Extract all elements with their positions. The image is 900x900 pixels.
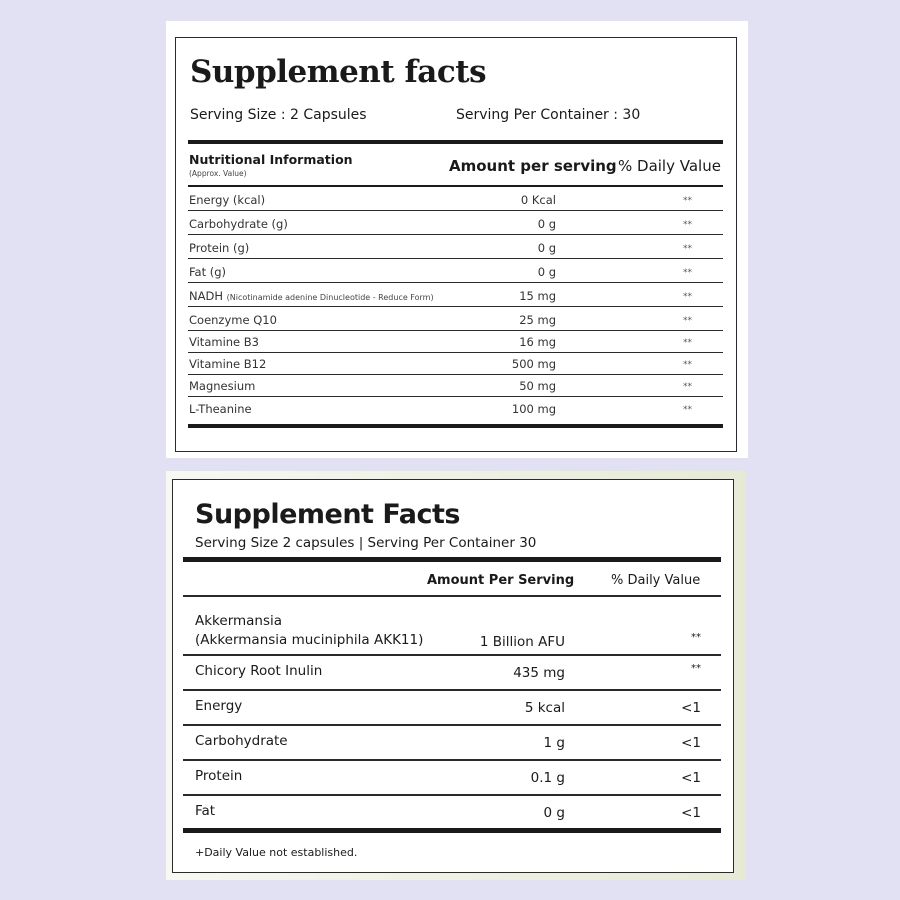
nutrient-amount: 0 g	[537, 217, 556, 231]
servings-per-container: Serving Per Container : 30	[456, 107, 641, 123]
header-divider	[183, 595, 721, 597]
nutrient-daily-value: <1	[681, 805, 701, 821]
nutrient-name: Akkermansia	[195, 613, 283, 629]
column-header-daily-value: % Daily Value	[618, 157, 721, 175]
nutrient-name: Vitamine B3	[189, 335, 259, 349]
nutrient-amount: 16 mg	[519, 335, 556, 349]
nutrient-daily-value: <1	[681, 735, 701, 751]
nutrient-amount: 0 g	[537, 265, 556, 279]
nutrient-name: Magnesium	[189, 379, 256, 393]
table-row	[188, 375, 723, 397]
row-divider	[183, 724, 721, 726]
nutrient-amount: 435 mg	[513, 665, 565, 681]
nutrient-daily-value: **	[691, 663, 701, 674]
nutrient-daily-value: **	[683, 196, 692, 206]
nutrient-name: Energy (kcal)	[189, 193, 266, 207]
nutrient-daily-value: **	[683, 268, 692, 278]
nutrient-amount: 500 mg	[511, 357, 556, 371]
thick-divider	[183, 557, 721, 562]
table-row	[188, 307, 723, 331]
nutrient-name: L-Theanine	[189, 402, 252, 416]
nutrient-name: Carbohydrate	[195, 733, 288, 749]
supplement-facts-label-2	[166, 471, 746, 880]
nutrient-amount: 1 Billion AFU	[479, 634, 565, 650]
nutrient-name-line2: (Akkermansia muciniphila AKK11)	[195, 632, 424, 648]
nutrient-name	[189, 289, 434, 303]
nutrient-amount: 1 g	[543, 735, 565, 751]
label-title: Supplement Facts	[195, 499, 460, 530]
nutrient-amount: 0 g	[543, 805, 565, 821]
table-row	[188, 397, 723, 419]
nutrient-amount: 25 mg	[519, 313, 556, 327]
nutrient-name: Coenzyme Q10	[189, 313, 277, 327]
nutrient-daily-value: **	[691, 632, 701, 643]
nutrient-name: Chicory Root Inulin	[195, 663, 323, 679]
nutrient-daily-value: **	[683, 338, 692, 348]
nutrient-amount: 0.1 g	[530, 770, 565, 786]
nutrient-daily-value: **	[683, 360, 692, 370]
nutrient-amount: 100 mg	[511, 402, 556, 416]
nutrient-amount: 15 mg	[519, 289, 556, 303]
nutrient-daily-value: <1	[681, 770, 701, 786]
thick-divider	[188, 424, 723, 428]
nutrient-name: Protein	[195, 768, 243, 784]
nutrient-daily-value: **	[683, 316, 692, 326]
nutrient-daily-value: **	[683, 220, 692, 230]
column-header-daily-value: % Daily Value	[611, 573, 701, 588]
nutrient-daily-value: **	[683, 244, 692, 254]
row-divider	[183, 794, 721, 796]
row-divider	[183, 759, 721, 761]
nutrient-amount: 0 g	[537, 241, 556, 255]
row-divider	[183, 654, 721, 656]
label-card	[172, 479, 734, 873]
thick-divider	[183, 828, 721, 833]
nutrient-amount: 5 kcal	[524, 700, 565, 716]
label-title: Supplement facts	[190, 54, 487, 90]
nutrient-amount: 0 Kcal	[520, 193, 556, 207]
column-header-note: (Approx. Value)	[189, 169, 247, 178]
row-divider	[183, 689, 721, 691]
table-row	[188, 331, 723, 353]
serving-info: Serving Size 2 capsules | Serving Per Container 30	[195, 535, 537, 551]
column-header-amount: Amount per serving	[449, 157, 617, 175]
nutrient-name: Fat (g)	[189, 265, 227, 279]
nutrient-daily-value: <1	[681, 700, 701, 716]
table-row	[188, 187, 723, 211]
column-header-nutrient: Nutritional Information	[189, 152, 353, 167]
nutrient-name: Carbohydrate (g)	[189, 217, 288, 231]
serving-size: Serving Size : 2 Capsules	[190, 107, 367, 123]
table-row	[188, 283, 723, 307]
nutrient-daily-value: **	[683, 382, 692, 392]
nutrient-name: Energy	[195, 698, 243, 714]
nutrient-name-note: (Nicotinamide adenine Dinucleotide - Reduce Form)	[226, 293, 434, 302]
nutrient-daily-value: **	[683, 292, 692, 302]
thick-divider	[188, 140, 723, 144]
table-row	[188, 235, 723, 259]
nutrient-name: Fat	[195, 803, 216, 819]
supplement-facts-label-1	[166, 21, 748, 458]
nutrient-name: Protein (g)	[189, 241, 250, 255]
column-header-amount: Amount Per Serving	[427, 573, 575, 588]
table-row	[188, 353, 723, 375]
nutrient-name: Vitamine B12	[189, 357, 267, 371]
nutrient-name-text: NADH	[189, 289, 223, 303]
table-row	[188, 211, 723, 235]
footnote: +Daily Value not established.	[195, 846, 358, 859]
nutrient-amount: 50 mg	[519, 379, 556, 393]
nutrient-daily-value: **	[683, 405, 692, 415]
table-row	[188, 259, 723, 283]
